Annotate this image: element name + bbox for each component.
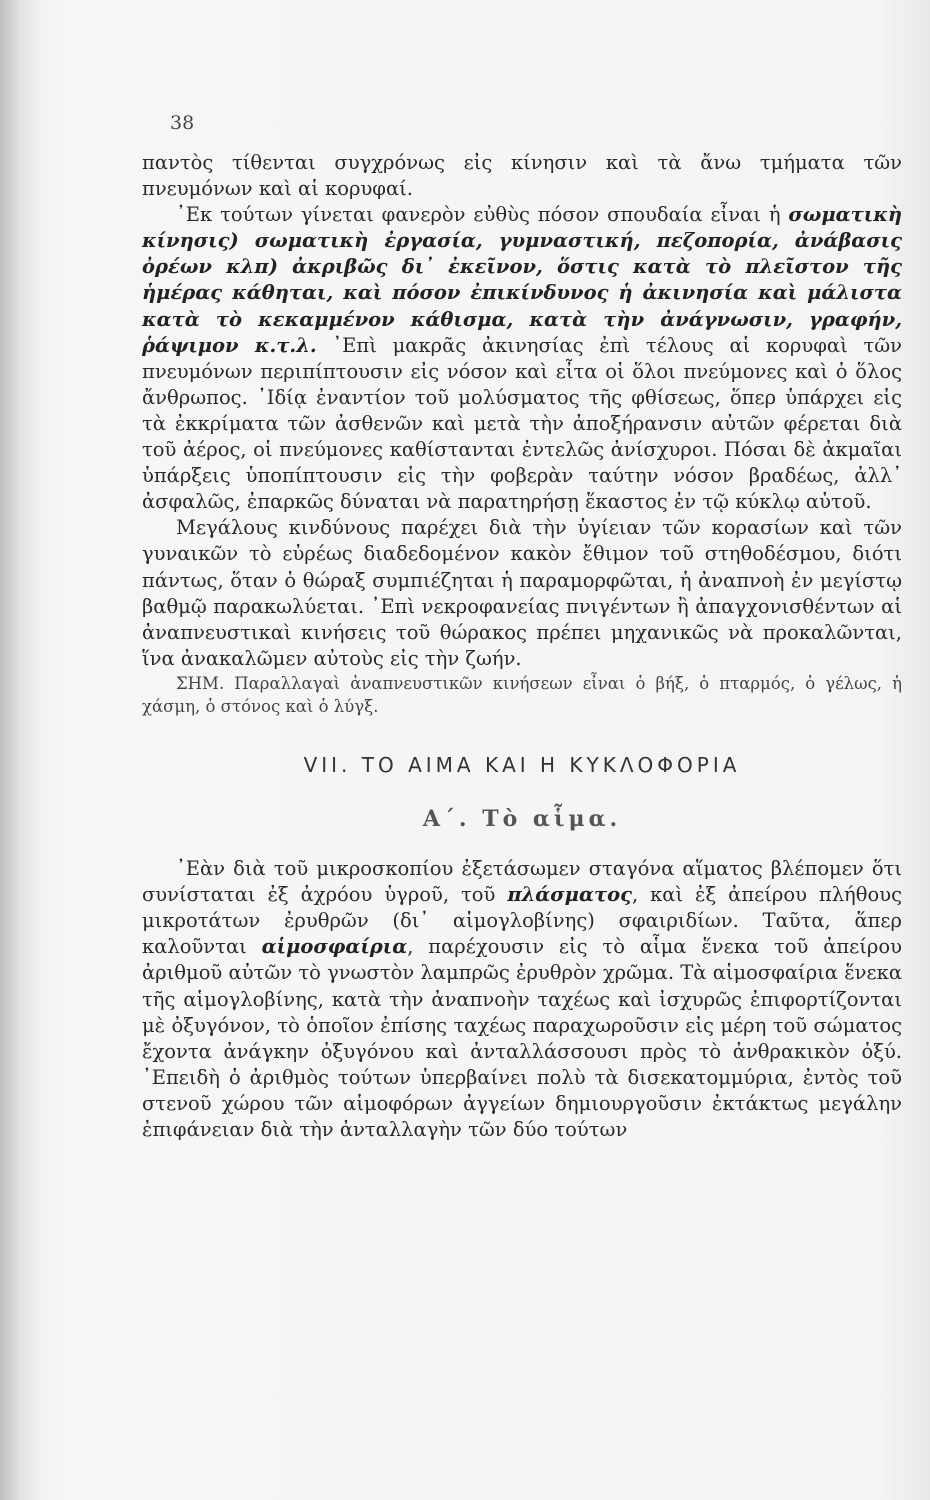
- paragraph-corset: Μεγάλους κινδύνους παρέχει διὰ τὴν ὑγίειαν τῶν κορασίων καὶ τῶν γυναικῶν τὸ εὐρέως διαδεδομένον κακὸν ἔθιμον τοῦ στηθοδέσμου, διότι πάντως, ὅταν ὁ θώραξ συμπιέζηται ἡ παραμορφῶται, ἡ ἀναπνοὴ ἐν μεγίστῳ βαθμῷ παρακωλύεται. ᾿Επὶ νεκροφανείας πνιγέντων ἢ ἀπαγχονισθέντων αἱ ἀναπνευστικαὶ κινήσεις τοῦ θώρακος πρέπει μηχανικῶς νὰ προκαλῶνται, ἵνα ἀνακαλῶμεν αὐτοὺς εἰς τὴν ζωήν.: [142, 516, 902, 670]
- page-number: 38: [170, 112, 195, 134]
- body-text: [142, 150, 902, 1143]
- paragraph-exercise-end: ᾿Επὶ μακρᾶς ἀκινησίας ἐπὶ τέλους αἱ κορυφαὶ τῶν πνευμόνων περιπίπτουσιν εἰς νόσον καὶ εἶτα οἱ ὅλοι πνεύμονες καὶ ὁ ὅλος ἄνθρωπος. ᾿Ιδίᾳ ἐναντίον τοῦ μολύσματος τῆς φθίσεως, ὅπερ ὑπάρχει εἰς τὰ ἐκκρίματα τῶν ἀσθενῶν καὶ μετὰ τὴν ἀποξήρανσιν αὐτῶν φέρεται διὰ τοῦ ἀέρος, οἱ πνεύμονες καθίστανται ἐντελῶς ἀνίσχυροι. Πόσαι δὲ ἀκμαῖαι ὑπάρξεις ὑποπίπτουσιν εἰς τὴν φοβερὰν ταύτην νόσον βραδέως, ἀλλ᾿ ἀσφαλῶς, ἐπαρκῶς δύναται νὰ παρατηρήσῃ ἕκαστος ἐν τῷ κύκλῳ αὐτοῦ.: [142, 333, 902, 514]
- emphasized-term-haemospheres: αἱμοσφαίρια: [261, 935, 408, 959]
- paragraph-blood-a: ᾿Εὰν διὰ τοῦ μικροσκοπίου ἐξετάσωμεν σταγόνα αἵματος βλέπομεν ὅτι συνίσταται ἐξ ἀχρόου ὑγροῦ, τοῦ: [142, 857, 902, 907]
- emphasized-term-plasma: πλάσματος: [507, 883, 632, 907]
- emphasized-text: σωματικὴ κίνησις) σωματικὴ ἐργασία, γυμναστική, πεζοπορία, ἀνάβασις ὀρέων κλπ) ἀκριβῶς δι᾿ ἐκεῖνον, ὅστις κατὰ τὸ πλεῖστον τῆς ἡμέρας κάθηται, καὶ πόσον ἐπικίνδυνος ἡ ἀκινησία καὶ μάλιστα κατὰ τὸ κεκαμμένον κάθισμα, κατὰ τὴν ἀνάγνωσιν, γραφήν, ῥάψιμον κ.τ.λ.: [142, 203, 902, 357]
- paragraph-blood-b: , καὶ ἐξ ἀπείρου πλήθους μικροτάτων ἐρυθρῶν (δι᾿ αἱμογλοβίνης) σφαιριδίων. Ταῦτα, ἅπερ καλοῦνται: [142, 883, 902, 959]
- paragraph-continuation: παντὸς τίθενται συγχρόνως εἰς κίνησιν καὶ τὰ ἄνω τμήματα τῶν πνευμόνων καὶ αἱ κορυφαί.: [142, 151, 902, 201]
- section-heading: VII. ΤΟ ΑΙΜΑ ΚΑΙ Η ΚΥΚΛΟΦΟΡΙΑ: [303, 752, 741, 777]
- paragraph-blood-c: , παρέχουσιν εἰς τὸ αἷμα ἕνεκα τοῦ ἀπείρου ἀριθμοῦ αὐτῶν τὸ γνωστὸν λαμπρῶς ἐρυθρὸν χρῶμα. Τὰ αἱμοσφαίρια ἕνεκα τῆς αἱμογλοβίνης, κατὰ τὴν ἀναπνοὴν ταχέως καὶ ἰσχυρῶς ἐπιφορτίζονται μὲ ὀξυγόνον, τὸ ὁποῖον ἐπίσης ταχέως παραχωροῦσιν εἰς μέρη τοῦ σώματος ἔχοντα ἀνάγκην ὀξυγόνου καὶ ἀνταλλάσσουσι πρὸς τὸ ἀνθρακικὸν ὀξύ. ᾿Επειδὴ ὁ ἀριθμὸς τούτων ὑπερβαίνει πολὺ τὰ δισεκατομμύρια, ἐντὸς τοῦ στενοῦ χώρου τῶν αἱμοφόρων ἀγγείων δημιουργοῦσιν ἐκτάκτως μεγάλην ἐπιφάνειαν διὰ τὴν ἀνταλλαγὴν τῶν δύο τούτων: [142, 935, 902, 1141]
- paragraph-exercise-start: ᾿Εκ τούτων γίνεται φανερὸν εὐθὺς πόσον σπουδαία εἶναι ἡ: [176, 203, 789, 227]
- paragraph-blood: [142, 856, 902, 1143]
- subsection-heading: Α΄. Τὸ αἷμα.: [422, 805, 622, 832]
- page-edge-shadow: [0, 0, 22, 1500]
- footnote-remark: ΣΗΜ. Παραλλαγαὶ ἀναπνευστικῶν κινήσεων εἶναι ὁ βήξ, ὁ πταρμός, ὁ γέλως, ἡ χάσμη, ὁ στόνος καὶ ὁ λύγξ.: [142, 673, 902, 716]
- paragraph-exercise: [142, 202, 902, 515]
